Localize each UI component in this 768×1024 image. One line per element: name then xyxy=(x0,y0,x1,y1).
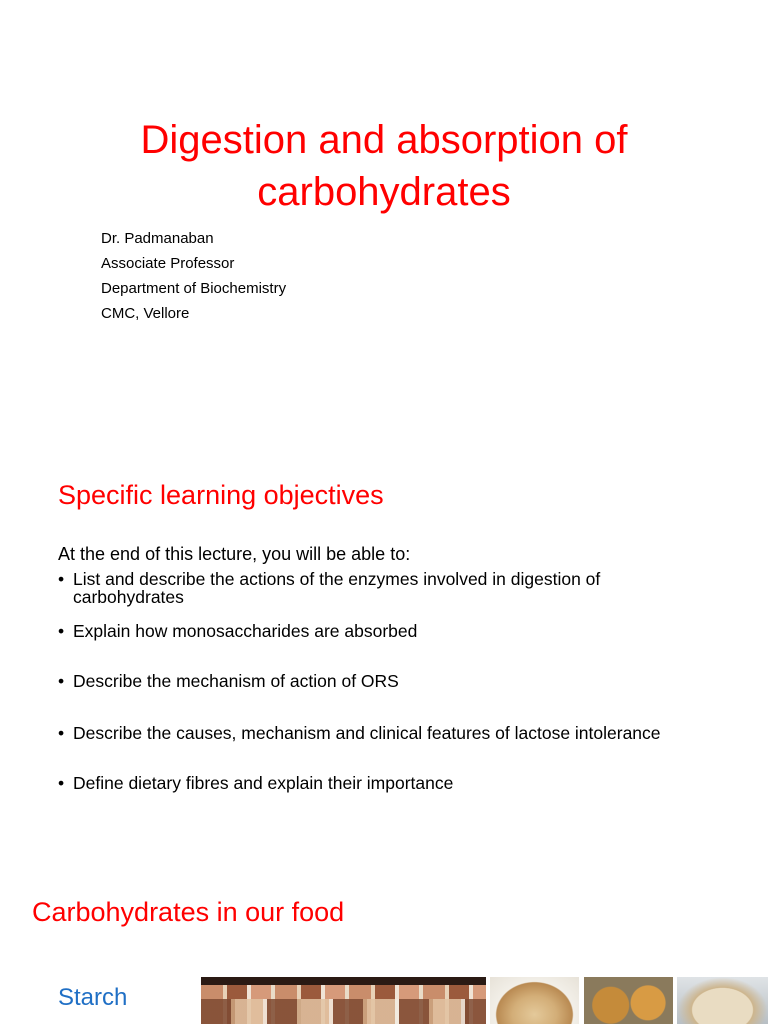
objectives-heading: Specific learning objectives xyxy=(58,480,384,510)
objective-item xyxy=(58,622,748,672)
bullet-point: • xyxy=(58,773,65,793)
food-heading: Carbohydrates in our food xyxy=(32,897,345,927)
slide-title-line-2: carbohydrates xyxy=(257,170,511,214)
objectives-list xyxy=(58,570,748,792)
objectives-slide xyxy=(0,440,768,872)
author-block xyxy=(101,226,286,326)
slide-title xyxy=(0,114,768,218)
author-institution: CMC, Vellore xyxy=(101,305,190,322)
slide-title-line-1: Digestion and absorption of xyxy=(140,118,628,162)
objective-text: Describe the causes, mechanism and clinical features of lactose intolerance xyxy=(73,723,661,743)
bread-photo xyxy=(677,977,768,1024)
objective-text: Describe the mechanism of action of ORS xyxy=(73,671,399,691)
author-position: Associate Professor xyxy=(101,255,235,272)
author-department: Department of Biochemistry xyxy=(101,280,287,297)
objectives-intro: At the end of this lecture, you will be able to: xyxy=(58,544,411,564)
objective-item xyxy=(58,672,748,724)
author-name: Dr. Padmanaban xyxy=(101,230,214,247)
objective-item xyxy=(58,570,748,622)
sweets-display-photo xyxy=(201,977,486,1024)
objective-item xyxy=(58,774,748,792)
starch-label: Starch xyxy=(58,984,128,1011)
bullet-point: • xyxy=(58,671,65,691)
objective-item xyxy=(58,724,748,774)
bullet-point: • xyxy=(58,723,65,743)
objective-text: Explain how monosaccharides are absorbed xyxy=(73,621,418,641)
carbohydrates-food-slide xyxy=(0,872,768,1024)
objective-text-line-1: List and describe the actions of the enzymes involved in digestion of xyxy=(73,569,601,589)
biscuits-photo xyxy=(584,977,673,1024)
bullet-point: • xyxy=(58,621,65,641)
objective-text-line-2: carbohydrates xyxy=(73,587,184,607)
roti-photo xyxy=(490,977,579,1024)
bullet-point: • xyxy=(58,569,65,589)
title-slide xyxy=(0,0,768,440)
objective-text: Define dietary fibres and explain their importance xyxy=(73,773,454,793)
